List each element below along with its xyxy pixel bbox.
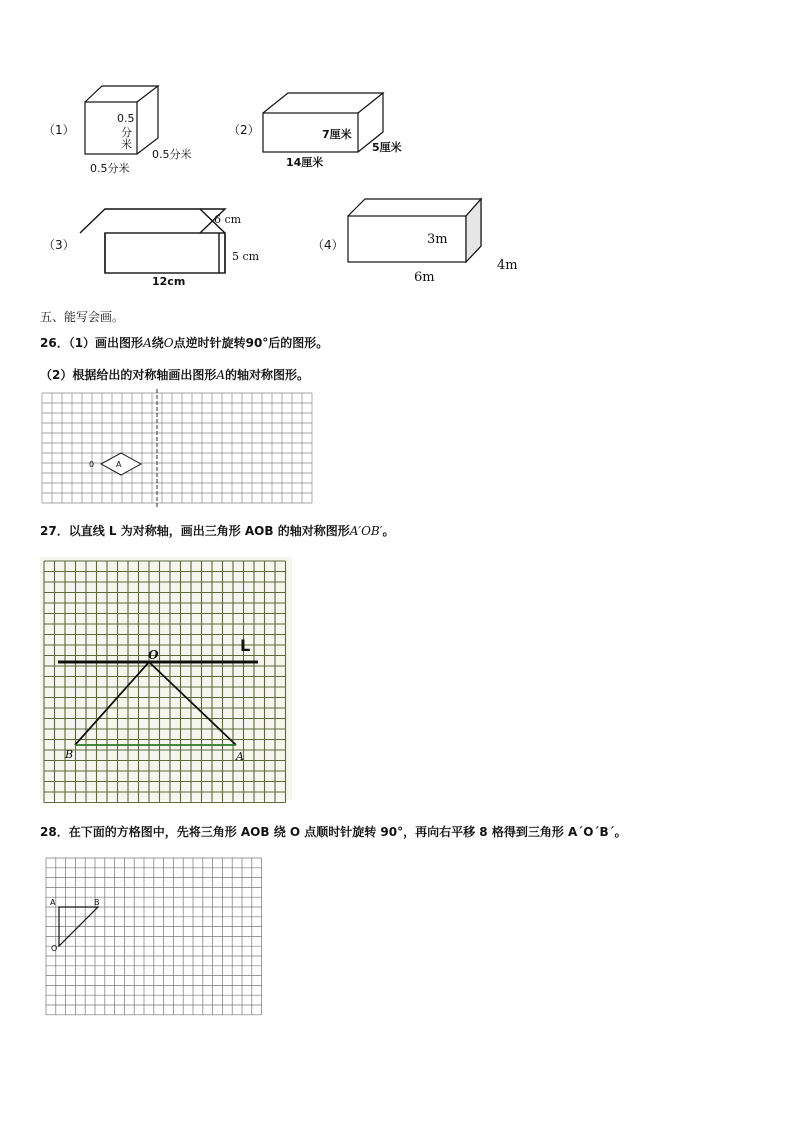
box3-depth: 6 cm xyxy=(214,213,242,226)
box1-height-unit1: 分 xyxy=(121,126,132,139)
box1-depth: 0.5分米 xyxy=(152,148,192,161)
box1-width: 0.5分米 xyxy=(90,162,130,175)
q28-grid xyxy=(46,858,268,1014)
q27-text xyxy=(40,522,395,539)
q26-line1-post: 点逆时针旋转90°后的图形。 xyxy=(173,336,329,350)
box3-length: 12cm xyxy=(152,275,186,288)
box2-length: 14厘米 xyxy=(286,156,324,169)
box2-cuboid-figure xyxy=(260,90,390,160)
box4-cuboid-figure xyxy=(345,196,485,266)
q26-line2-post: 的轴对称图形。 xyxy=(225,368,310,382)
q28-label-b: B xyxy=(94,898,100,907)
box4-length: 6m xyxy=(414,270,435,285)
q27-label-o: O xyxy=(148,648,159,662)
q26-line2-pre: （2）根据给出的对称轴画出图形 xyxy=(40,368,217,382)
q28-label-a: A xyxy=(50,898,56,907)
q27-grid xyxy=(40,557,292,800)
q28-text: 28．在下面的方格图中，先将三角形 AOB 绕 O 点顺时针旋转 90°，再向右平移 8 格得到三角形 A´O´B´。 xyxy=(40,825,627,839)
section-title: 五、能写会画。 xyxy=(40,310,125,324)
box4-label: （4） xyxy=(312,238,344,252)
q27-text-pre: 27．以直线 L 为对称轴，画出三角形 AOB 的轴对称图形 xyxy=(40,524,350,538)
q26-line2 xyxy=(40,366,309,383)
q26-var-a2: A xyxy=(216,368,226,382)
box1-label: （1） xyxy=(43,123,75,137)
q27-text-var: A′OB′ xyxy=(349,524,383,538)
box4-height: 3m xyxy=(427,232,448,247)
q26-shape-a-label: A xyxy=(116,460,122,469)
q26-line1-mid: 绕 xyxy=(151,336,164,350)
box3-label: （3） xyxy=(43,238,75,252)
box2-depth: 5厘米 xyxy=(372,141,402,154)
box2-height: 7厘米 xyxy=(322,128,352,141)
box1-height-num: 0.5 xyxy=(117,112,135,125)
box2-label: （2） xyxy=(228,123,260,137)
q26-point-o: 0 xyxy=(89,460,95,469)
q27-label-b: B xyxy=(65,748,74,761)
box1-height-unit2: 米 xyxy=(121,138,132,151)
q26-var-a: A xyxy=(143,336,152,350)
q26-line1 xyxy=(40,334,328,351)
q26-grid xyxy=(42,393,312,508)
box4-depth: 4m xyxy=(497,258,518,273)
box3-height: 5 cm xyxy=(232,250,260,263)
q27-label-a: A xyxy=(236,750,244,763)
q26-line1-pre: 26．（1）画出图形 xyxy=(40,336,144,350)
q27-text-post: 。 xyxy=(382,524,395,538)
q27-label-l: L xyxy=(240,636,251,655)
q28-label-o: O xyxy=(51,944,58,953)
q26-var-o: O xyxy=(163,336,174,350)
